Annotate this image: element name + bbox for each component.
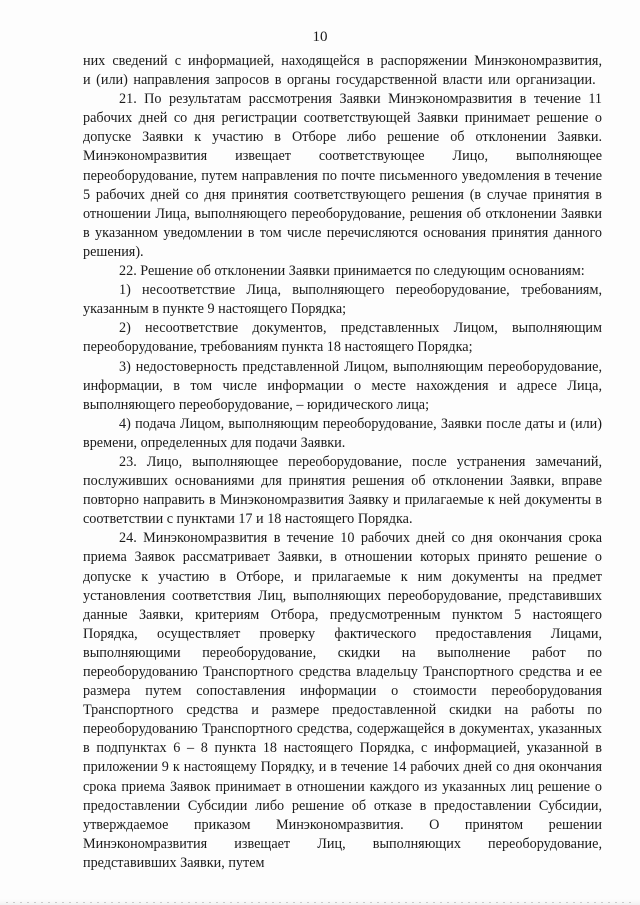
paragraph-23: 23. Лицо, выполняющее переоборудование, после устранения замечаний, послуживших основаниями для принятия решения об отклонении Заявки, вправе повторно направить в Минэкономразвития Заявку и прилагаемые к ней документы в соответствии с пунктами 17 и 18 настоящего Порядка. <box>83 453 602 528</box>
list-item-22-1: 1) несоответствие Лица, выполняющего переоборудование, требованиям, указанным в пункте 9 настоящего Порядка; <box>83 282 602 318</box>
list-item-22-3: 3) недостоверность представленной Лицом, выполняющим переоборудование, информации, в том числе информации о месте нахождения и адресе Лица, выполняющего переоборудование, – юридического лица; <box>83 358 602 413</box>
document-body <box>83 52 602 873</box>
list-item-22-4: 4) подача Лицом, выполняющим переоборудование, Заявки после даты и (или) времени, определенных для подачи Заявки. <box>83 415 602 451</box>
paragraph-continuation: них сведений с информацией, находящейся в распоряжении Минэкономразвития, и (или) направления запросов в органы государственной власти или организации. <box>83 53 602 89</box>
page-number: 10 <box>312 29 328 45</box>
list-item-22-2: 2) несоответствие документов, представленных Лицом, выполняющим переоборудование, требованиям пункта 18 настоящего Порядка; <box>83 320 602 356</box>
paragraph-24: 24. Минэкономразвития в течение 10 рабочих дней со дня окончания срока приема Заявок рассматривает Заявки, в отношении которых принято решение о допуске к участию в Отборе, и прилагаемые к ним документы на предмет установления соответствия Лиц, выполняющих переоборудование, представивших данные Заявки, критериям Отбора, предусмотренным пунктом 5 настоящего Порядка, осуществляет проверку фактического предоставления Лицами, выполняющими переоборудование, скидки на выполнение работ по переоборудованию Транспортного средства владельцу Транспортного средства и ее размера путем сопоставления информации о стоимости переоборудования Транспортного средства и размере предоставленной скидки на работы по переоборудованию Транспортного средства, содержащейся в документах, указанных в подпунктах 6 – 8 пункта 18 настоящего Порядка, с информацией, указанной в приложении 9 к настоящему Порядку, и в течение 14 рабочих дней со дня окончания срока приема Заявок принимает в отношении каждого из указанных лиц решение о предоставлении Субсидии либо решение об отказе в предоставлении Субсидии, утверждаемое приказом Минэкономразвития. О принятом решении Минэкономразвития извещает Лиц, выполняющих переоборудование, представивших Заявки, путем <box>83 530 602 871</box>
scan-artifact-line <box>6 902 634 903</box>
paragraph-21: 21. По результатам рассмотрения Заявки Минэкономразвития в течение 11 рабочих дней со дня регистрации соответствующей Заявки принимает решение о допуске Заявки к участию в Отборе либо решение об отклонении Заявки. Минэкономразвития извещает соответствующее Лицо, выполняющее переоборудование, путем направления по почте письменного уведомления в течение 5 рабочих дней со дня принятия соответствующего решения (в случае принятия в отношении Лица, выполняющего переоборудование, решения об отклонении Заявки в указанном уведомлении в том числе перечисляются основания принятия данного решения). <box>83 91 602 260</box>
paragraph-22: 22. Решение об отклонении Заявки принимается по следующим основаниям: <box>119 263 585 280</box>
